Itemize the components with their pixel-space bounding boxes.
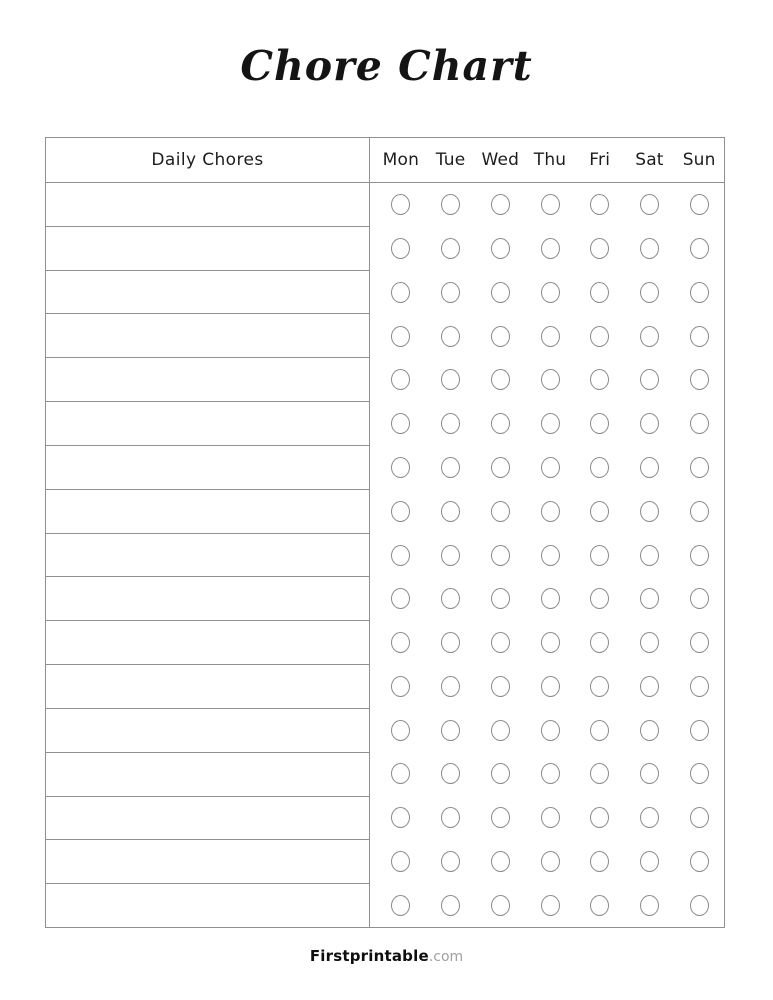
check-row [376,621,724,665]
check-cell-sun [674,358,724,402]
check-cell-thu [525,314,575,358]
check-circle[interactable] [590,588,609,609]
check-row [376,839,724,883]
chore-chart-table [45,137,725,928]
check-cell-tue [426,358,476,402]
check-cell-mon [376,489,426,533]
check-cell-sun [674,621,724,665]
check-circle[interactable] [640,457,659,478]
check-cell-sun [674,752,724,796]
check-circle[interactable] [541,282,560,303]
check-circle[interactable] [441,194,460,215]
chore-name-field[interactable] [46,621,369,665]
check-circle[interactable] [690,194,709,215]
check-circle[interactable] [441,501,460,522]
check-cell-fri [575,358,625,402]
check-circle[interactable] [491,457,510,478]
check-cell-wed [475,533,525,577]
check-cell-wed [475,708,525,752]
check-circle[interactable] [391,501,410,522]
check-cell-sun [674,533,724,577]
check-cell-fri [575,489,625,533]
chore-name-field[interactable] [46,534,369,578]
check-circle[interactable] [391,457,410,478]
check-circle[interactable] [491,369,510,390]
check-circle[interactable] [640,807,659,828]
check-cell-mon [376,752,426,796]
check-cell-wed [475,227,525,271]
check-circle[interactable] [541,676,560,697]
check-cell-fri [575,227,625,271]
chore-name-field[interactable] [46,490,369,534]
check-cell-mon [376,402,426,446]
check-cell-sun [674,577,724,621]
footer-brand [0,947,773,965]
check-cell-sat [625,227,675,271]
check-cell-sat [625,446,675,490]
check-row [376,533,724,577]
check-circle[interactable] [491,194,510,215]
check-row [376,227,724,271]
check-circle[interactable] [541,588,560,609]
check-cell-sun [674,664,724,708]
check-cell-sun [674,271,724,315]
check-cell-tue [426,577,476,621]
check-circle[interactable] [690,326,709,347]
check-circle[interactable] [640,194,659,215]
check-cell-fri [575,402,625,446]
check-circle[interactable] [640,763,659,784]
check-cell-tue [426,664,476,708]
check-circle[interactable] [541,545,560,566]
check-cell-fri [575,708,625,752]
check-circle[interactable] [590,807,609,828]
check-cell-fri [575,796,625,840]
check-row [376,489,724,533]
check-row [376,358,724,402]
check-circle[interactable] [391,238,410,259]
check-cell-sat [625,796,675,840]
check-cell-thu [525,446,575,490]
check-circle[interactable] [590,895,609,916]
check-cell-mon [376,183,426,227]
check-row [376,883,724,927]
check-cell-sun [674,446,724,490]
check-circle[interactable] [690,238,709,259]
check-row [376,752,724,796]
check-cell-sat [625,358,675,402]
check-cell-tue [426,183,476,227]
check-cell-sun [674,489,724,533]
check-cell-fri [575,314,625,358]
check-circle[interactable] [690,851,709,872]
table-header-row [46,138,724,183]
day-header-mon: Mon [382,150,420,170]
check-cell-wed [475,489,525,533]
check-circle[interactable] [690,895,709,916]
check-circle[interactable] [441,282,460,303]
check-circle[interactable] [391,676,410,697]
check-circle[interactable] [441,632,460,653]
day-header-sat: Sat [635,150,664,170]
check-circle[interactable] [690,807,709,828]
check-circle[interactable] [441,369,460,390]
check-cell-tue [426,883,476,927]
check-cell-tue [426,533,476,577]
check-row [376,183,724,227]
check-cell-thu [525,402,575,446]
check-circle[interactable] [391,194,410,215]
check-cell-sun [674,796,724,840]
day-header-tue: Tue [435,150,466,170]
check-circle[interactable] [441,720,460,741]
check-cell-thu [525,271,575,315]
check-cell-sun [674,839,724,883]
check-cell-wed [475,883,525,927]
check-circle[interactable] [491,851,510,872]
check-circle[interactable] [441,238,460,259]
check-cell-sat [625,839,675,883]
check-circle[interactable] [690,720,709,741]
check-cell-sat [625,621,675,665]
check-circle[interactable] [541,807,560,828]
chore-name-field[interactable] [46,797,369,841]
check-circle[interactable] [690,369,709,390]
check-row [376,708,724,752]
check-cell-wed [475,446,525,490]
check-circle[interactable] [590,851,609,872]
check-circle[interactable] [690,413,709,434]
check-circle[interactable] [690,457,709,478]
chore-name-field[interactable] [46,402,369,446]
check-circle[interactable] [391,326,410,347]
chore-name-field[interactable] [46,314,369,358]
check-cell-thu [525,883,575,927]
check-cell-sat [625,271,675,315]
check-cell-fri [575,183,625,227]
check-circle[interactable] [541,763,560,784]
check-cell-wed [475,314,525,358]
check-cell-thu [525,183,575,227]
brand-domain-suffix: .com [428,949,464,965]
check-circle[interactable] [640,413,659,434]
check-cell-mon [376,577,426,621]
check-cell-sun [674,402,724,446]
check-circle[interactable] [491,632,510,653]
daily-chores-header: Daily Chores [46,138,370,182]
check-circle[interactable] [640,676,659,697]
check-cell-sat [625,314,675,358]
check-cell-wed [475,271,525,315]
check-cell-thu [525,664,575,708]
check-cell-sun [674,708,724,752]
check-cell-fri [575,533,625,577]
check-cell-thu [525,839,575,883]
check-cell-fri [575,577,625,621]
check-circle[interactable] [441,326,460,347]
check-circle[interactable] [391,413,410,434]
check-cell-sat [625,183,675,227]
check-cell-sat [625,489,675,533]
check-cell-fri [575,271,625,315]
check-circle[interactable] [541,895,560,916]
check-circle[interactable] [640,282,659,303]
check-cell-mon [376,796,426,840]
check-circle[interactable] [640,501,659,522]
page-title: Chore Chart [240,42,533,90]
check-circle[interactable] [541,851,560,872]
check-cell-wed [475,358,525,402]
check-circle[interactable] [690,282,709,303]
check-circle[interactable] [491,326,510,347]
check-circle[interactable] [640,632,659,653]
check-circle[interactable] [491,720,510,741]
check-cell-tue [426,314,476,358]
check-cell-thu [525,796,575,840]
check-circle[interactable] [491,588,510,609]
check-cell-mon [376,227,426,271]
check-circle[interactable] [491,676,510,697]
check-circle[interactable] [391,369,410,390]
check-cell-wed [475,183,525,227]
chore-names-column [46,183,370,927]
check-circle[interactable] [640,238,659,259]
check-circle[interactable] [541,501,560,522]
day-header-wed: Wed [481,150,520,170]
check-circle[interactable] [590,676,609,697]
check-cell-tue [426,621,476,665]
check-cell-tue [426,271,476,315]
check-cell-thu [525,358,575,402]
check-circle[interactable] [541,326,560,347]
check-cell-mon [376,271,426,315]
check-circle[interactable] [541,632,560,653]
check-cell-sun [674,183,724,227]
check-cell-thu [525,577,575,621]
check-cell-sat [625,402,675,446]
check-circle[interactable] [491,763,510,784]
check-cell-wed [475,752,525,796]
check-circle[interactable] [590,194,609,215]
check-cell-sat [625,883,675,927]
check-circle[interactable] [690,545,709,566]
day-header-sun: Sun [682,150,716,170]
check-cell-thu [525,489,575,533]
chore-name-field[interactable] [46,884,369,927]
check-cell-wed [475,839,525,883]
check-circle[interactable] [541,457,560,478]
check-cell-mon [376,446,426,490]
check-cell-fri [575,446,625,490]
check-circle[interactable] [590,238,609,259]
chore-name-field[interactable] [46,183,369,227]
check-circle[interactable] [541,369,560,390]
check-circle[interactable] [590,720,609,741]
check-cell-tue [426,839,476,883]
check-circle[interactable] [391,807,410,828]
check-circle[interactable] [590,632,609,653]
check-cell-wed [475,621,525,665]
check-cell-tue [426,752,476,796]
check-circle[interactable] [491,807,510,828]
check-cell-mon [376,839,426,883]
check-circles-grid [370,183,724,927]
check-cell-thu [525,621,575,665]
check-circle[interactable] [640,588,659,609]
chore-name-field[interactable] [46,577,369,621]
check-circle[interactable] [690,763,709,784]
check-cell-mon [376,708,426,752]
check-cell-mon [376,358,426,402]
check-circle[interactable] [391,895,410,916]
check-circle[interactable] [491,238,510,259]
check-cell-sun [674,314,724,358]
brand-name: Firstprintable [309,947,429,965]
check-cell-fri [575,883,625,927]
check-cell-thu [525,752,575,796]
check-row [376,271,724,315]
check-cell-mon [376,883,426,927]
chore-name-field[interactable] [46,271,369,315]
check-circle[interactable] [541,720,560,741]
check-row [376,446,724,490]
check-circle[interactable] [590,457,609,478]
check-cell-sun [674,227,724,271]
chore-name-field[interactable] [46,446,369,490]
check-circle[interactable] [441,588,460,609]
check-cell-thu [525,227,575,271]
chore-name-field[interactable] [46,709,369,753]
check-circle[interactable] [391,632,410,653]
check-cell-tue [426,489,476,533]
check-circle[interactable] [491,282,510,303]
check-circle[interactable] [640,851,659,872]
chore-name-field[interactable] [46,665,369,709]
check-cell-wed [475,577,525,621]
check-circle[interactable] [541,413,560,434]
check-circle[interactable] [690,588,709,609]
chore-name-field[interactable] [46,840,369,884]
check-circle[interactable] [640,545,659,566]
check-cell-thu [525,533,575,577]
check-row [376,664,724,708]
check-circle[interactable] [690,676,709,697]
check-row [376,314,724,358]
check-cell-thu [525,708,575,752]
check-circle[interactable] [640,720,659,741]
check-cell-tue [426,796,476,840]
check-cell-mon [376,533,426,577]
check-cell-tue [426,227,476,271]
check-circle[interactable] [640,369,659,390]
check-cell-mon [376,314,426,358]
check-circle[interactable] [541,238,560,259]
check-cell-sat [625,533,675,577]
check-circle[interactable] [590,545,609,566]
check-circle[interactable] [441,895,460,916]
check-cell-tue [426,446,476,490]
table-body [46,183,724,927]
check-circle[interactable] [491,545,510,566]
check-circle[interactable] [590,763,609,784]
check-circle[interactable] [391,545,410,566]
check-cell-tue [426,402,476,446]
check-circle[interactable] [441,851,460,872]
check-circle[interactable] [491,501,510,522]
check-cell-wed [475,402,525,446]
check-circle[interactable] [590,282,609,303]
check-circle[interactable] [590,413,609,434]
check-circle[interactable] [441,676,460,697]
check-row [376,796,724,840]
check-circle[interactable] [640,326,659,347]
check-circle[interactable] [491,895,510,916]
day-header-fri: Fri [589,150,611,170]
check-cell-sat [625,664,675,708]
day-header-thu: Thu [533,150,567,170]
check-cell-wed [475,664,525,708]
check-circle[interactable] [441,457,460,478]
check-circle[interactable] [690,501,709,522]
check-circle[interactable] [640,895,659,916]
check-circle[interactable] [541,194,560,215]
check-circle[interactable] [391,588,410,609]
check-circle[interactable] [391,851,410,872]
check-circle[interactable] [441,763,460,784]
check-cell-sat [625,752,675,796]
check-cell-mon [376,664,426,708]
check-circle[interactable] [590,501,609,522]
chore-name-field[interactable] [46,753,369,797]
check-circle[interactable] [441,807,460,828]
check-cell-sat [625,708,675,752]
chore-name-field[interactable] [46,227,369,271]
check-circle[interactable] [391,720,410,741]
check-circle[interactable] [491,413,510,434]
check-circle[interactable] [441,545,460,566]
check-row [376,402,724,446]
check-row [376,577,724,621]
check-circle[interactable] [590,326,609,347]
check-cell-sun [674,883,724,927]
check-cell-sat [625,577,675,621]
check-circle[interactable] [391,763,410,784]
check-cell-fri [575,664,625,708]
check-cell-fri [575,752,625,796]
check-circle[interactable] [391,282,410,303]
check-cell-mon [376,621,426,665]
check-circle[interactable] [441,413,460,434]
days-header-row [370,138,724,182]
chore-name-field[interactable] [46,358,369,402]
check-cell-wed [475,796,525,840]
check-circle[interactable] [590,369,609,390]
check-circle[interactable] [690,632,709,653]
check-cell-tue [426,708,476,752]
check-cell-fri [575,839,625,883]
check-cell-fri [575,621,625,665]
